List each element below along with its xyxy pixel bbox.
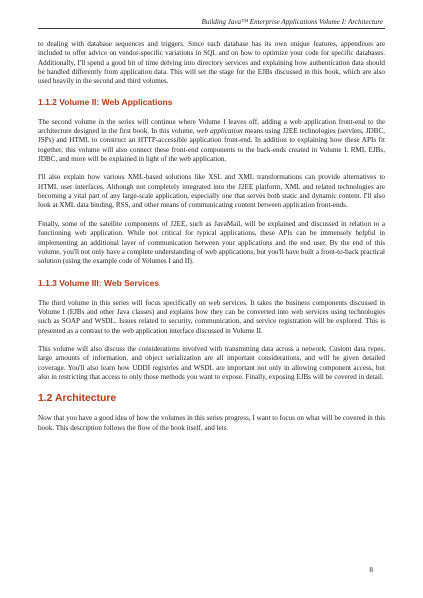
section-heading-volume-ii: 1.1.2 Volume II: Web Applications (38, 96, 173, 107)
header-rule (38, 28, 385, 29)
paragraph-text: means using J2EE technologies (servlets, JDBC, JSPs) and HTML to construct an HTTP-accessible application front-end. In addition to explaining how these APIs fit together, this volume will also connect these front-end components to the back-ends created in Volume I. RMI, EJBs, JDBC, and more will be explained in light of the web application. (38, 127, 385, 164)
section-heading-architecture: 1.2 Architecture (38, 393, 117, 405)
paragraph-architecture-intro: Now that you have a good idea of how the volumes in this series progress, I want to focus on what will be covered in this book. This description follows the flow of the book itself, and lets (38, 414, 385, 432)
running-header: Building Java™ Enterprise Applications Volume I: Architecture (201, 18, 383, 26)
page-number: 8 (369, 566, 373, 574)
paragraph-volume-iii-intro: The third volume in this series will focus specifically on web services. It takes the business components discussed in Volume I (EJBs and other Java classes) and explains how they can be converted into web services using technologies such as SOAP and WSDL. Issues related to security, communication, and service registration will be explored. This is presented as a contrast to the web application interface discussed in Volume II. (38, 298, 385, 335)
paragraph-satellite-components: Finally, some of the satellite components of J2EE, such as JavaMail, will be explained and discussed in relation to a functioning web application. While not critical for typical applications, these APIs can be immensely helpful in implementing an additional layer of communication between your applications and the end user. By the end of this volume, you'll not only have a complete understanding of web applications, but you'll have built a front-to-back practical solution (using the example code of Volumes I and II). (38, 219, 385, 266)
paragraph-xml-solutions: I'll also explain how various XML-based solutions like XSL and XML transformations can provide alternatives to HTML user interfaces. Although not completely integrated into the J2EE platform, XML and related technologies are becoming a vital part of any large-scale application, especially one that serves both static and dynamic content. I'll also look at XML data binding, RSS, and other means of communicating content between application front-ends. (38, 173, 385, 210)
emphasis-web-application: web application (196, 127, 243, 136)
paragraph-intro-continued: to dealing with database sequences and triggers. Since each database has its own unique features, appendixes are included to offer advice on vendor-specific variations in SQL and on how to optimize your code for specific databases. Additionally, I'll spend a good bit of time delving into directory services and explaining how authentication data should be handled differently from application data. This will set the stage for the EJBs discussed in this book, which are also used heavily in the second and third volumes. (38, 40, 385, 86)
paragraph-volume-ii-intro (38, 118, 385, 165)
page-content (38, 40, 385, 433)
section-heading-volume-iii: 1.1.3 Volume III: Web Services (38, 277, 160, 288)
paragraph-network-considerations: This volume will also discuss the considerations involved with transmitting data across a network. Custom data types, large amounts of information, and object serialization are all important considerations, and will be given detailed coverage. You'll also learn how UDDI registries and WSDL are important not only in allowing component access, but also in restricting that access to only those methods you want to expose. Finally, exposing EJBs will be covered in detail. (38, 344, 385, 381)
paragraph-text: The second volume in the series will continue where Volume I leaves off, adding a web application front-end to the architecture designed in the first book. In this volume, (38, 117, 385, 136)
